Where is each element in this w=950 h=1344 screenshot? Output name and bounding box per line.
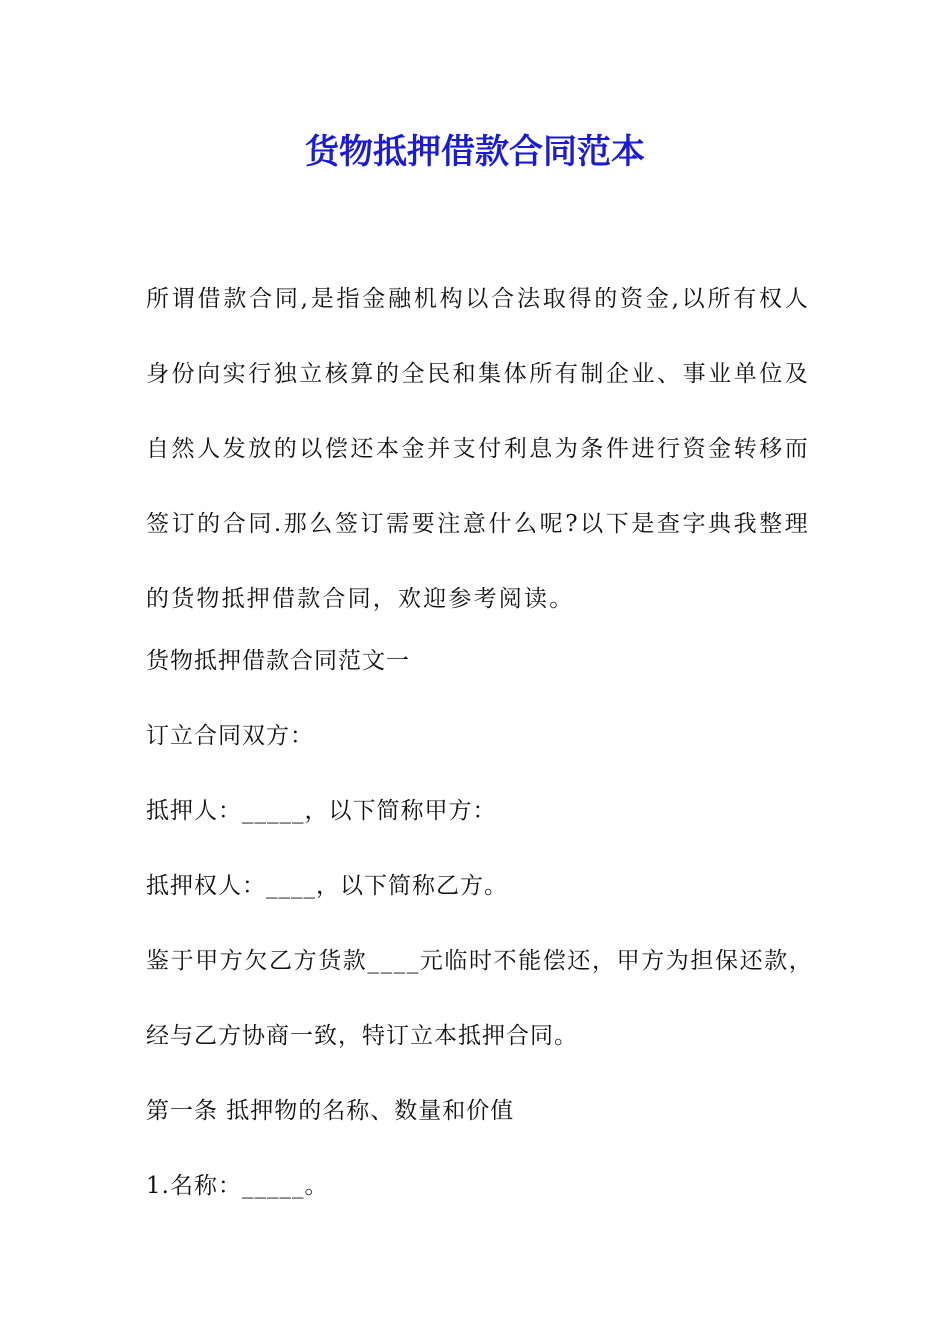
item-1-name: 1.名称：_____。 — [146, 1173, 329, 1199]
article-1-heading: 第一条 抵押物的名称、数量和价值 — [146, 1098, 515, 1124]
mortgagor-line: 抵押人：_____，以下简称甲方： — [146, 798, 497, 824]
intro-paragraph: 所谓借款合同,是指金融机构以合法取得的资金,以所有权人身份向实行独立核算的全民和集体所有制企业、事业单位及自然人发放的以偿还本金并支付利息为条件进行资金转移而签订的合同.那么签订需要注意什么呢?以下是查字典我整理的货物抵押借款合同，欢迎参考阅读。 — [146, 286, 810, 612]
recital-line-2: 经与乙方协商一致，特订立本抵押合同。 — [146, 1023, 578, 1049]
mortgagee-line: 抵押权人：____，以下简称乙方。 — [146, 873, 508, 899]
parties-label: 订立合同双方： — [146, 723, 314, 749]
document-title: 货物抵押借款合同范本 — [305, 132, 645, 172]
recital-line-1: 鉴于甲方欠乙方货款____元临时不能偿还，甲方为担保还款， — [146, 948, 814, 974]
section-heading: 货物抵押借款合同范文一 — [146, 648, 410, 674]
